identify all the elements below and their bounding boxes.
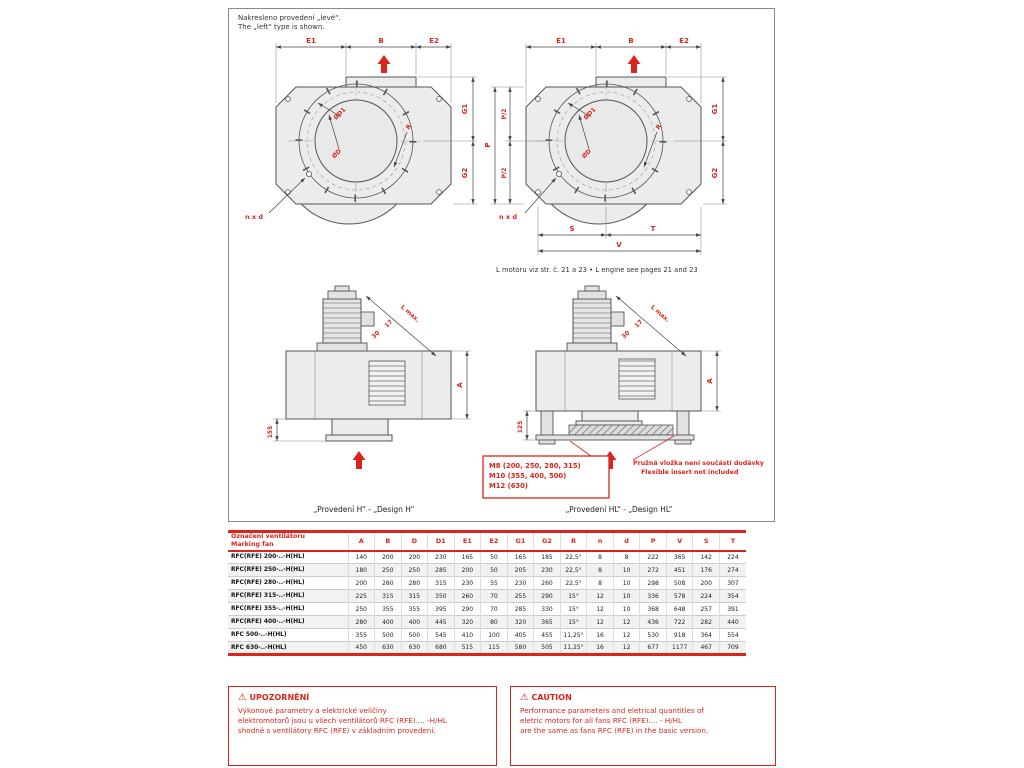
warning-text-line: are the same as fans RFC (RFE) in the basic version.	[520, 726, 709, 736]
dimension-value-cell: 257	[693, 603, 720, 616]
orientation-note-en: The „left“ type is shown.	[238, 23, 325, 32]
dimension-value-cell: 307	[719, 577, 746, 590]
dimension-value-cell: 10	[613, 564, 640, 577]
dimension-value-cell: 250	[375, 564, 402, 577]
corner-screw	[687, 97, 692, 102]
dimension-value-cell: 677	[640, 642, 667, 655]
dimension-value-cell: 365	[534, 616, 561, 629]
dim-label-g2: G2	[461, 167, 469, 179]
column-header: S	[693, 532, 720, 551]
flexible-insert	[569, 425, 673, 435]
dimension-value-cell: 1177	[666, 642, 693, 655]
dimension-value-cell: 12	[613, 616, 640, 629]
dimension-value-cell: 200	[401, 551, 428, 564]
base-rail	[536, 435, 694, 440]
dimension-value-cell: 580	[507, 642, 534, 655]
dim-label-a: A	[456, 382, 464, 388]
scroll-housing	[286, 351, 451, 419]
dimension-value-cell: 290	[534, 590, 561, 603]
dim-label-s: S	[569, 225, 575, 233]
column-header: V	[666, 532, 693, 551]
table-row	[228, 564, 746, 577]
table-title-cz: Označení ventilátoru	[231, 533, 305, 541]
motor-cap	[585, 286, 599, 291]
dim-label-155: 155	[267, 425, 274, 439]
inflow-arrow-icon	[353, 451, 366, 469]
outlet-flange	[576, 421, 642, 425]
dim-label-e1: E1	[306, 37, 316, 45]
dim-label-g1: G1	[711, 103, 719, 115]
dim-label-17: 17	[383, 318, 395, 330]
orientation-note-cz: Nakresleno provedení „levé“.	[238, 14, 341, 22]
column-header: D	[401, 532, 428, 551]
dimension-value-cell: 70	[481, 590, 508, 603]
dimension-value-cell: 12	[587, 603, 614, 616]
callout-line-2: M10 (355, 400, 500)	[489, 472, 567, 480]
dimension-value-cell: 50	[481, 564, 508, 577]
dimension-value-cell: 320	[507, 616, 534, 629]
dim-label-a: A	[706, 378, 714, 384]
dimension-value-cell: 280	[348, 616, 375, 629]
motor-base	[317, 343, 367, 351]
dimension-value-cell: 410	[454, 629, 481, 642]
table-row	[228, 590, 746, 603]
dimension-value-cell: 280	[401, 577, 428, 590]
dimension-value-cell: 22,5°	[560, 551, 587, 564]
column-header: T	[719, 532, 746, 551]
dimension-value-cell: 315	[375, 590, 402, 603]
fan-model-name: RFC(RFE) 355-..-H(HL)	[231, 606, 305, 612]
dimension-value-cell: 10	[613, 577, 640, 590]
dimension-value-cell: 918	[666, 629, 693, 642]
dimension-value-cell: 285	[507, 603, 534, 616]
dimension-value-cell: 680	[428, 642, 455, 655]
side-view-design-h	[267, 286, 471, 469]
dimension-value-cell: 336	[640, 590, 667, 603]
dim-label-dia-d1: ØD1	[332, 106, 348, 122]
dimension-table	[228, 530, 746, 656]
dim-label-r: R	[654, 123, 663, 132]
fan-model-name: RFC 500-..-H(HL)	[231, 632, 287, 638]
table-title-cell	[228, 532, 348, 551]
dimension-value-cell: 16	[587, 642, 614, 655]
warning-text-line: shodné s ventilátory RFC (RFE) v základním provedení.	[238, 726, 436, 736]
base-leg	[541, 411, 553, 435]
dimension-value-cell: 80	[481, 616, 508, 629]
dimension-value-cell: 230	[428, 551, 455, 564]
dimension-value-cell: 450	[348, 642, 375, 655]
inlet-grille	[369, 361, 405, 405]
dim-label-30: 30	[620, 329, 632, 341]
flexible-note-cz: Pružná vložka není součástí dodávky	[633, 460, 764, 467]
dimension-value-cell: 400	[375, 616, 402, 629]
column-header: G2	[534, 532, 561, 551]
dimension-value-cell: 500	[401, 629, 428, 642]
column-header: n	[587, 532, 614, 551]
dimension-value-cell: 280	[375, 577, 402, 590]
dimension-value-cell: 200	[348, 577, 375, 590]
dimension-value-cell: 250	[348, 603, 375, 616]
dimension-value-cell: 630	[375, 642, 402, 655]
inlet-grille	[619, 359, 655, 399]
dim-label-dia-d1: ØD1	[582, 106, 598, 122]
dim-label-lmax: L max.	[649, 303, 671, 324]
dimension-value-cell: 185	[534, 551, 561, 564]
corner-screw	[687, 190, 692, 195]
dimension-value-cell: 255	[507, 590, 534, 603]
corner-screw	[536, 97, 541, 102]
orientation-note	[238, 14, 341, 33]
column-header: d	[613, 532, 640, 551]
dimension-value-cell: 22,5°	[560, 564, 587, 577]
table-title-en: Marking fan	[231, 541, 274, 549]
flexible-insert-note	[633, 436, 764, 476]
dimension-value-cell: 200	[375, 551, 402, 564]
warning-icon: ⚠	[238, 692, 247, 703]
dimension-value-cell: 395	[428, 603, 455, 616]
scroll-housing	[536, 351, 701, 411]
motor-base	[567, 343, 617, 351]
column-header: G1	[507, 532, 534, 551]
inlet-circle	[315, 100, 397, 182]
dimension-value-cell: 230	[454, 577, 481, 590]
dimension-value-cell: 515	[454, 642, 481, 655]
dim-label-30: 30	[370, 329, 382, 341]
terminal-box	[361, 312, 374, 326]
dimension-value-cell: 500	[375, 629, 402, 642]
dimension-value-cell: 354	[719, 590, 746, 603]
dimension-value-cell: 8	[587, 551, 614, 564]
warning-text-line: Performance parameters and eletrical quantities of	[520, 705, 704, 715]
callout-line-1: M8 (200, 250, 280, 315)	[489, 462, 581, 470]
top-view-design-hl	[484, 37, 727, 255]
dimension-value-cell: 15°	[560, 590, 587, 603]
motor-fan-cover	[328, 291, 356, 299]
dimension-value-cell: 545	[428, 629, 455, 642]
dimension-value-cell: 55	[481, 577, 508, 590]
dim-label-p: P	[484, 142, 492, 148]
dimension-value-cell: 648	[666, 603, 693, 616]
dimension-value-cell: 11,25°	[560, 629, 587, 642]
dimension-value-cell: 230	[507, 577, 534, 590]
table-body	[228, 551, 746, 655]
table-row	[228, 577, 746, 590]
corner-screw	[536, 190, 541, 195]
dimension-value-cell: 12	[613, 642, 640, 655]
dimension-value-cell: 225	[348, 590, 375, 603]
dimension-value-cell: 140	[348, 551, 375, 564]
dimension-value-cell: 250	[401, 564, 428, 577]
dimension-value-cell: 554	[719, 629, 746, 642]
dimension-value-cell: 224	[693, 590, 720, 603]
dimension-value-cell: 260	[454, 590, 481, 603]
dimension-value-cell: 350	[428, 590, 455, 603]
anchor-bolt-callout	[483, 441, 609, 498]
dim-label-nxd: n x d	[245, 213, 263, 221]
design-hl-caption: „Provedení HL“ - „Design HL“	[565, 505, 673, 514]
fan-dimension-drawings	[229, 9, 774, 521]
dimension-value-cell: 22,5°	[560, 577, 587, 590]
dim-label-r: R	[404, 123, 413, 132]
fan-model-name: RFC(RFE) 315-..-H(HL)	[231, 593, 305, 599]
dimension-value-cell: 272	[640, 564, 667, 577]
dimension-value-cell: 70	[481, 603, 508, 616]
dimension-value-cell: 12	[613, 629, 640, 642]
base-foot	[675, 440, 691, 444]
dimension-value-cell: 630	[401, 642, 428, 655]
dim-label-v: V	[616, 241, 622, 249]
fan-model-name: RFC(RFE) 280-..-H(HL)	[231, 580, 305, 586]
dimension-value-cell: 11,25°	[560, 642, 587, 655]
base-foot	[539, 440, 555, 444]
callout-line-3: M12 (630)	[489, 482, 528, 490]
column-header: R	[560, 532, 587, 551]
corner-screw	[437, 97, 442, 102]
dim-label-e1: E1	[556, 37, 566, 45]
dimension-value-cell: 142	[693, 551, 720, 564]
dimension-value-cell: 330	[534, 603, 561, 616]
terminal-box	[611, 312, 624, 326]
fan-model-name: RFC(RFE) 400-..-H(HL)	[231, 619, 305, 625]
dimension-value-cell: 451	[666, 564, 693, 577]
motor-body	[323, 299, 361, 343]
dimension-value-cell: 15°	[560, 616, 587, 629]
column-header: B	[375, 532, 402, 551]
dim-label-g1: G1	[461, 103, 469, 115]
dimension-value-cell: 16	[587, 629, 614, 642]
dim-label-p2-lower: P/2	[501, 167, 508, 179]
table-row	[228, 629, 746, 642]
dimension-value-cell: 10	[613, 603, 640, 616]
dim-label-125: 125	[517, 420, 524, 434]
dimension-value-cell: 260	[534, 577, 561, 590]
discharge-arrow-icon	[628, 55, 641, 73]
dim-label-b: B	[628, 37, 634, 45]
dimension-value-cell: 274	[719, 564, 746, 577]
bolt-hole	[306, 171, 311, 176]
dimension-value-cell: 530	[640, 629, 667, 642]
warning-title-text: CAUTION	[531, 693, 572, 703]
fan-model-name: RFC(RFE) 200-..-H(HL)	[231, 554, 305, 561]
dimension-value-cell: 290	[454, 603, 481, 616]
column-header: P	[640, 532, 667, 551]
flexible-note-en: Flexible insert not included	[641, 469, 739, 476]
outlet-duct	[582, 411, 638, 421]
dimension-value-cell: 315	[401, 590, 428, 603]
column-header: E2	[481, 532, 508, 551]
inlet-circle	[565, 100, 647, 182]
corner-screw	[437, 190, 442, 195]
dimension-value-cell: 200	[454, 564, 481, 577]
dimension-value-cell: 722	[666, 616, 693, 629]
motor-cap	[335, 286, 349, 291]
warning-title-en	[520, 693, 766, 703]
technical-drawing-panel	[228, 8, 775, 522]
dim-label-e2: E2	[679, 37, 689, 45]
warning-box-en	[510, 686, 776, 766]
side-view-design-hl	[517, 286, 721, 469]
dimension-value-cell: 455	[534, 629, 561, 642]
dimension-value-cell: 224	[719, 551, 746, 564]
dim-label-e2: E2	[429, 37, 439, 45]
dimension-value-cell: 205	[507, 564, 534, 577]
warning-text-line: elektromotorů jsou u všech ventilátorů RFC (RFE).... -H/HL	[238, 715, 447, 725]
dim-label-17: 17	[633, 318, 645, 330]
dim-label-t: T	[650, 225, 656, 233]
dimension-value-cell: 405	[507, 629, 534, 642]
warning-text-line: Výkonové parametry a elektrické veličiny	[238, 705, 387, 715]
table-row	[228, 642, 746, 655]
warning-text-line: eletric motors for all fans RFC (RFE).... - H/HL	[520, 715, 683, 725]
dimension-value-cell: 50	[481, 551, 508, 564]
dimension-value-cell: 400	[401, 616, 428, 629]
dim-label-nxd: n x d	[499, 213, 517, 221]
warning-title-cz	[238, 693, 487, 703]
table-row	[228, 616, 746, 629]
dimension-value-cell: 364	[693, 629, 720, 642]
dimension-value-cell: 365	[666, 551, 693, 564]
dimension-value-cell: 8	[613, 551, 640, 564]
table-header-row	[228, 532, 746, 551]
discharge-arrow-icon	[378, 55, 391, 73]
outlet-flange	[326, 435, 392, 441]
dimension-value-cell: 320	[454, 616, 481, 629]
corner-screw	[286, 97, 291, 102]
dimension-value-cell: 298	[640, 577, 667, 590]
table-row	[228, 603, 746, 616]
dimension-value-cell: 368	[640, 603, 667, 616]
dimension-value-cell: 115	[481, 642, 508, 655]
dimension-value-cell: 578	[666, 590, 693, 603]
dimension-value-cell: 440	[719, 616, 746, 629]
dimension-value-cell: 445	[428, 616, 455, 629]
dim-label-lmax: L max.	[399, 303, 421, 324]
column-header: D1	[428, 532, 455, 551]
dimension-value-cell: 355	[348, 629, 375, 642]
dimension-value-cell: 180	[348, 564, 375, 577]
motor-body	[573, 299, 611, 343]
dim-label-dia-d: ØD	[330, 147, 343, 160]
column-header: A	[348, 532, 375, 551]
motor-fan-cover	[578, 291, 606, 299]
dimension-value-cell: 230	[534, 564, 561, 577]
dimension-value-cell: 222	[640, 551, 667, 564]
dimension-value-cell: 165	[454, 551, 481, 564]
warning-box-cz	[228, 686, 497, 766]
top-view-design-h	[245, 37, 477, 224]
dimension-value-cell: 165	[507, 551, 534, 564]
warning-icon: ⚠	[520, 692, 529, 703]
design-h-caption: „Provedení H“ - „Design H“	[313, 505, 415, 514]
base-leg	[677, 411, 689, 435]
outlet-duct	[332, 419, 388, 435]
dimension-value-cell: 10	[613, 590, 640, 603]
fan-model-name: RFC 630-..-H(HL)	[231, 644, 287, 651]
dimension-value-cell: 12	[587, 590, 614, 603]
dim-label-b: B	[378, 37, 384, 45]
dimension-value-cell: 355	[375, 603, 402, 616]
dimension-value-cell: 176	[693, 564, 720, 577]
dim-label-g2: G2	[711, 167, 719, 179]
dimension-value-cell: 315	[428, 577, 455, 590]
dimension-value-cell: 436	[640, 616, 667, 629]
fan-model-name: RFC(RFE) 250-..-H(HL)	[231, 567, 305, 573]
dimension-value-cell: 12	[587, 616, 614, 629]
engine-length-note: L motoru viz str. č. 21 a 23 • L engine see pages 21 and 23	[496, 266, 698, 274]
table-row	[228, 551, 746, 564]
warning-title-text: UPOZORNĚNÍ	[249, 693, 310, 703]
dim-label-p2-upper: P/2	[501, 108, 508, 120]
dimension-value-cell: 282	[693, 616, 720, 629]
dimension-value-cell: 8	[587, 577, 614, 590]
dimension-value-cell: 100	[481, 629, 508, 642]
dimension-value-cell: 508	[666, 577, 693, 590]
corner-screw	[286, 190, 291, 195]
dimension-value-cell: 505	[534, 642, 561, 655]
dimension-value-cell: 15°	[560, 603, 587, 616]
dim-label-dia-d: ØD	[580, 147, 593, 160]
dimension-value-cell: 391	[719, 603, 746, 616]
bolt-hole	[556, 171, 561, 176]
column-header: E1	[454, 532, 481, 551]
dimension-value-cell: 355	[401, 603, 428, 616]
dimension-value-cell: 467	[693, 642, 720, 655]
dimension-value-cell: 709	[719, 642, 746, 655]
dimension-value-cell: 285	[428, 564, 455, 577]
dimension-value-cell: 200	[693, 577, 720, 590]
dimension-value-cell: 8	[587, 564, 614, 577]
